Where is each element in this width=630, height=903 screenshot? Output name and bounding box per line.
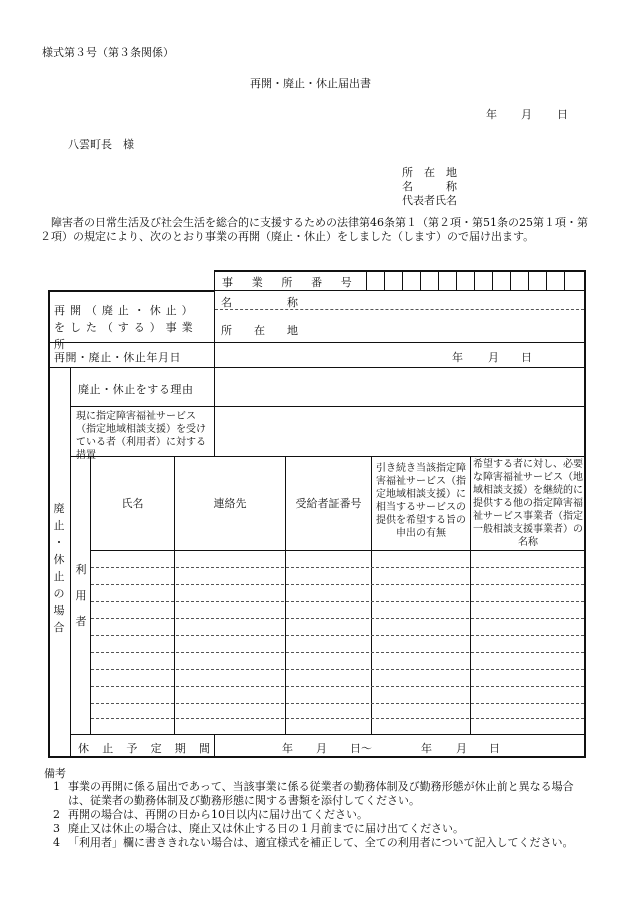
case-label: 廃 止 ・ 休 止 の 場 合 [53, 502, 65, 634]
col-continue-wish-header: 引き続き当該指定障害福祉サービス（指定地域相談支援）に相当するサービスの提供を希望する旨の申出の有無 [376, 463, 466, 539]
date-month: 月 [488, 351, 499, 364]
period-day-end: 日 [489, 742, 500, 755]
col-recipient-no-header: 受給者証番号 [295, 497, 362, 510]
measures-field[interactable] [216, 408, 583, 455]
reason-field[interactable] [216, 369, 583, 405]
period-year-end: 年 [421, 742, 432, 755]
form-title: 再開・廃止・休止届出書 [250, 77, 371, 90]
notes-heading: 備考 [44, 767, 66, 780]
form-number: 様式第３号（第３条関係） [42, 46, 174, 59]
intro-text: 障害者の日常生活及び社会生活を総合的に支援するための法律第46条第１（第２項・第51条の25第１項・第２項）の規定により、次のとおり事業の再開（廃止・休止）をしました（します）ので届け出ます。 [40, 216, 588, 243]
applicant-address-label: 所 在 地 [402, 166, 457, 179]
period-month-start: 月 [316, 742, 327, 755]
period-day-start: 日～ [350, 742, 372, 755]
date-label: 再開・廃止・休止年月日 [54, 351, 182, 364]
facility-address-field[interactable] [360, 312, 582, 340]
note-number: 4 [53, 836, 60, 849]
note-item [30, 822, 590, 836]
facility-label: 再開（廃止・休止）をした（する）事業所 [54, 304, 198, 351]
date-day: 日 [521, 351, 532, 364]
col-other-provider-header: 希望する者に対し、必要な障害福祉サービス（地域相談支援）を継続的に提供する他の指定障害福祉サービス事業者（指定一般相談支援事業者）の名称 [473, 459, 583, 548]
note-item [30, 780, 590, 808]
notes-list [30, 780, 590, 850]
reason-label: 廃止・休止をする理由 [78, 383, 194, 396]
note-number: 2 [53, 808, 60, 821]
note-item [30, 836, 590, 850]
note-text: 廃止又は休止の場合は、廃止又は休止する日の１月前までに届け出てください。 [68, 822, 464, 835]
addressee: 八雲町長 様 [68, 138, 134, 151]
note-number: 3 [53, 822, 60, 835]
col-contact-header: 連絡先 [213, 497, 247, 510]
applicant-name-label: 名 称 [402, 180, 457, 193]
measures-label: 現に指定障害福祉サービス（指定地域相談支援）を受けている者（利用者）に対する措置 [76, 411, 206, 461]
period-year-start: 年 [282, 742, 293, 755]
users-entry-area[interactable] [91, 551, 584, 733]
note-text: 「利用者」欄に書ききれない場合は、適宜様式を補正して、全ての利用者について記入してください。 [68, 836, 574, 849]
facility-address-label: 所 在 地 [221, 324, 298, 337]
period-month-end: 月 [456, 742, 467, 755]
facility-name-field[interactable] [360, 292, 582, 308]
facility-name-label: 名 称 [221, 296, 298, 309]
date-year-label: 年 [486, 108, 497, 121]
date-day-label: 日 [557, 108, 568, 121]
users-label: 利 用 者 [75, 563, 87, 628]
note-text: 事業の再開に係る届出であって、当該事業に係る従業者の勤務体制及び勤務形態が休止前と異なる場合は、従業者の勤務体制及び勤務形態に関する書類を添付してください。 [68, 780, 574, 807]
office-number-label: 事 業 所 番 号 [222, 276, 356, 289]
col-name-header: 氏名 [121, 497, 144, 510]
date-month-label: 月 [521, 108, 532, 121]
applicant-representative-label: 代表者氏名 [402, 194, 457, 207]
note-item [30, 808, 590, 822]
note-text: 再開の場合は、再開の日から10日以内に届け出てください。 [68, 808, 368, 821]
period-label: 休 止 予 定 期 間 [78, 742, 212, 755]
date-year: 年 [452, 351, 463, 364]
note-number: 1 [53, 780, 60, 793]
